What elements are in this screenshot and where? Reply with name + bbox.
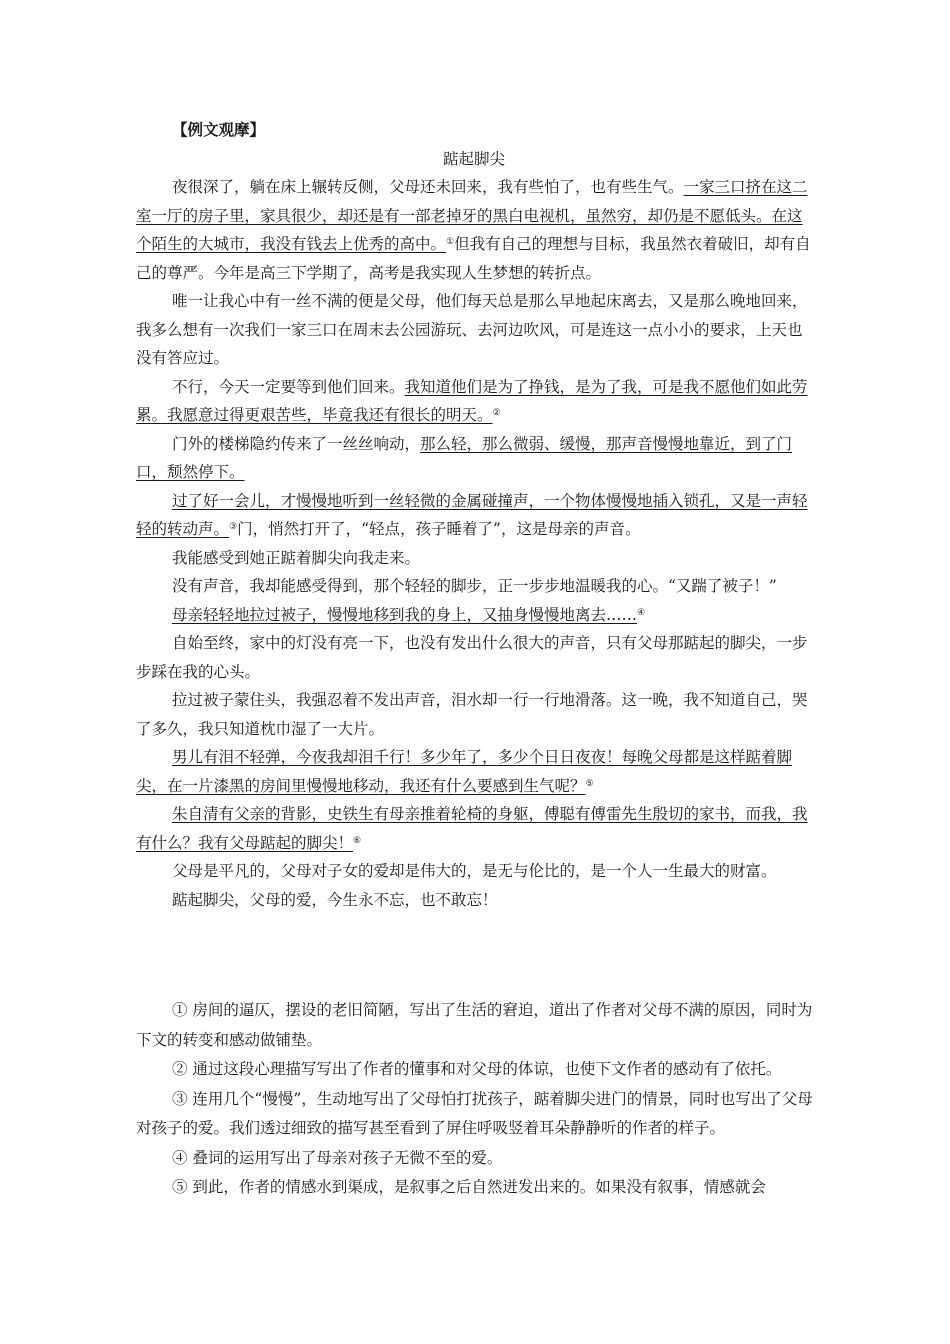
paragraph-text: 门外的楼梯隐约传来了一丝丝响动， [172, 434, 421, 453]
footnote-marker: ⑥ [353, 835, 362, 846]
footnote-marker: ③ [229, 522, 238, 532]
essay-paragraph [136, 743, 812, 800]
paragraph-text: 但我有自己的理想与目标，我虽然衣着破旧，却有自己的尊严。今年是高三下学期了，高考是我实现人生梦想的转折点。 [136, 235, 811, 282]
essay-body [136, 116, 812, 914]
underlined-text: 母亲轻轻地拉过被子，慢慢地移到我的身上，又抽身慢慢地离去…… [172, 605, 638, 624]
essay-paragraph [136, 886, 812, 915]
annotation-notes [136, 996, 816, 1203]
paragraph-text: 拉过被子蒙住头，我强忍着不发出声音，泪水却一行一行地滑落。这一晚，我不知道自己，哭了多久，我只知道枕巾湿了一大片。 [136, 691, 808, 738]
underlined-text: 男儿有泪不轻弹，今夜我却泪千行！多少年了，多少个日日夜夜！每晚父母都是这样踮着脚尖，在一片漆黑的房间里慢慢地移动，我还有什么要感到生气呢？ [136, 748, 793, 795]
essay-paragraph [136, 800, 812, 857]
paragraph-text: 夜很深了，躺在床上辗转反侧，父母还未回来，我有些怕了，也有些生气。 [172, 178, 684, 196]
annotation-note: ② 通过这段心理描写写出了作者的懂事和对父母的体谅，也使下文作者的感动有了依托。 [172, 1060, 782, 1078]
essay-paragraph [136, 629, 812, 686]
paragraph-text: 不行，今天一定要等到他们回来。 [172, 377, 405, 396]
annotation-note: ④ 叠词的运用写出了母亲对孩子无微不至的爱。 [172, 1148, 503, 1167]
paragraph-text: 我能感受到她正踮着脚尖向我走来。 [172, 548, 421, 567]
footnote-marker: ④ [637, 607, 646, 618]
paragraph-text: 唯一让我心中有一丝不满的便是父母，他们每天总是那么早地起床离去，又是那么晚地回来，我多么想有一次我们一家三口在周末去公园游玩、去河边吹风，可是连这一点小小的要求，上天也没有答应过。 [136, 292, 808, 367]
essay-paragraph [136, 601, 812, 630]
underlined-text: 我知道他们是为了挣钱，是为了我，可是我不愿他们如此劳累。我愿意过得更艰苦些，毕竟我还有很长的明天。 [136, 377, 808, 424]
annotation-note: ⑤ 到此，作者的情感水到渠成，是叙事之后自然迸发出来的。如果没有叙事，情感就会 [172, 1178, 766, 1196]
paragraph-text: 父母是平凡的，父母对子女的爱却是伟大的，是无与伦比的，是一个人一生最大的财富。 [172, 862, 777, 880]
paragraph-text: 踮起脚尖，父母的爱，今生永不忘，也不敢忘！ [172, 890, 498, 909]
underlined-text: 那么轻，那么微弱、缓慢，那声音慢慢地靠近，到了门口，颓然停下。 [136, 434, 793, 481]
underlined-text: 一家三口挤在这二室一厅的房子里，家具很少，却还是有一部老掉牙的黑白电视机，虽然穷，却仍是不愿低头。在这个陌生的大城市，我没有钱去上优秀的高中。 [136, 178, 808, 253]
essay-paragraph [136, 572, 812, 601]
essay-paragraph [136, 173, 812, 287]
paragraph-text: 没有声音，我却能感受得到，那个轻轻的脚步，正一步步地温暖我的心。“又踹了被子！” [172, 577, 777, 595]
footnote-marker: ② [492, 408, 501, 418]
essay-paragraph [136, 287, 812, 373]
annotation-note: ① 房间的逼仄，摆设的老旧简陋，写出了生活的窘迫，道出了作者对父母不满的原因，同时为下文的转变和感动做铺垫。 [136, 1001, 813, 1049]
underlined-text: 朱自清有父亲的背影，史铁生有母亲推着轮椅的身躯，傅聪有傅雷先生殷切的家书，而我，我有什么？我有父母踮起的脚尖！ [136, 805, 808, 852]
essay-paragraph [136, 373, 812, 430]
essay-paragraphs [136, 173, 812, 914]
essay-paragraph [136, 857, 812, 886]
essay-paragraph [136, 686, 812, 743]
underlined-text: 过了好一会儿，才慢慢地听到一丝轻微的金属碰撞声，一个物体慢慢地插入锁孔，又是一声轻轻的转动声。 [136, 491, 808, 538]
paragraph-text: 自始至终，家中的灯没有亮一下，也没有发出什么很大的声音，只有父母那踮起的脚尖，一步步踩在我的心头。 [136, 634, 808, 681]
essay-title: 踮起脚尖 [442, 149, 505, 168]
footnote-marker: ⑤ [585, 778, 594, 789]
annotation-note: ③ 连用几个“慢慢”，生动地写出了父母怕打扰孩子，踮着脚尖进门的情景，同时也写出了父母对孩子的爱。我们透过细致的描写甚至看到了屏住呼吸竖着耳朵静静听的作者的样子。 [136, 1089, 813, 1137]
section-heading: 【例文观摩】 [172, 120, 266, 139]
paragraph-text: 门，悄然打开了，“轻点，孩子睡着了”，这是母亲的声音。 [237, 520, 641, 538]
essay-paragraph [136, 544, 812, 573]
essay-paragraph [136, 430, 812, 487]
essay-paragraph [136, 487, 812, 544]
footnote-marker: ① [446, 237, 455, 247]
